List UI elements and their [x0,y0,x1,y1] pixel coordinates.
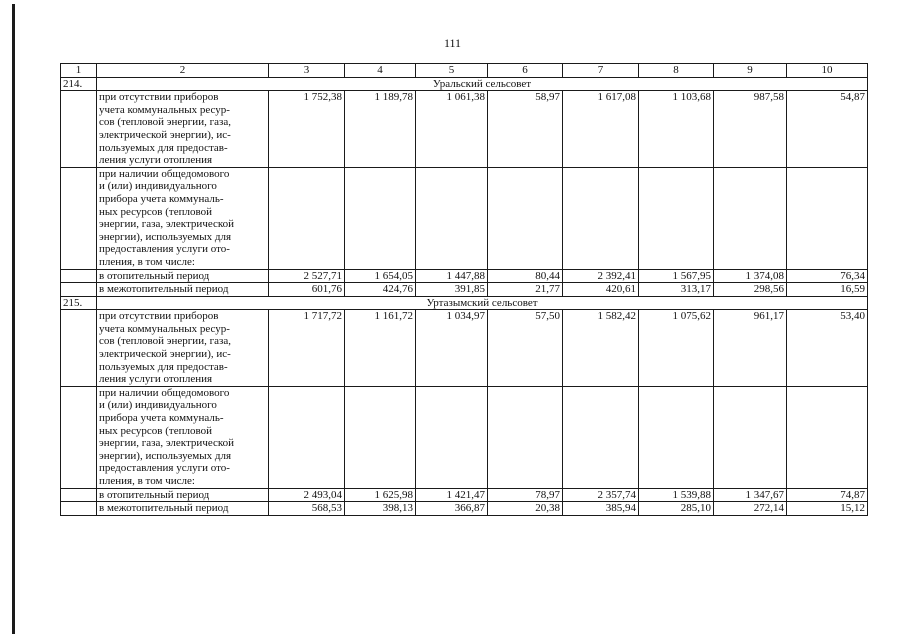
column-number: 1 [61,64,97,78]
table-row [61,91,868,168]
tariff-table [60,63,868,516]
description-line: учета коммунальных ресур- [99,322,230,335]
empty-index-cell [61,310,97,387]
table-row [61,386,868,488]
description-line: предоставления услуги ото- [99,462,230,475]
description-line: прибора учета коммуналь- [99,192,224,205]
value-cell: 568,53 [269,502,345,516]
table-row [61,269,868,283]
column-number: 3 [269,64,345,78]
description-line: при отсутствии приборов [99,310,219,323]
description-line: электрической энергии), ис- [99,128,231,141]
empty-index-cell [61,91,97,168]
section-index: 215. [61,296,97,310]
value-cell: 398,13 [345,502,416,516]
description-line: ления услуги отопления [99,373,213,386]
description-line: прибора учета коммуналь- [99,412,224,425]
description-line: при отсутствии приборов [99,91,219,104]
value-cell: 58,97 [488,91,563,168]
empty-value-cell [639,167,714,269]
column-number: 6 [488,64,563,78]
value-cell: 15,12 [787,502,868,516]
empty-index-cell [61,488,97,502]
description-line: учета коммунальных ресур- [99,103,230,116]
value-cell: 385,94 [563,502,639,516]
description-line: и (или) индивидуального [99,180,217,193]
page-number: 111 [443,36,462,50]
description-line: энергии, газа, электрической [99,437,235,450]
value-cell: 1 103,68 [639,91,714,168]
empty-index-cell [61,386,97,488]
value-cell: 1 189,78 [345,91,416,168]
row-description [97,310,269,387]
value-cell: 74,87 [787,488,868,502]
empty-value-cell [563,167,639,269]
value-cell: 76,34 [787,269,868,283]
value-cell: 1 161,72 [345,310,416,387]
value-cell: 987,58 [714,91,787,168]
value-cell: 1 347,67 [714,488,787,502]
value-cell: 1 752,38 [269,91,345,168]
value-cell: 16,59 [787,283,868,297]
section-title: Уральский сельсовет [97,77,868,91]
table-row [61,310,868,387]
value-cell: 1 717,72 [269,310,345,387]
value-cell: 298,56 [714,283,787,297]
section-title: Уртазымский сельсовет [97,296,868,310]
description-line: пользуемых для предостав- [99,360,228,373]
description-line: и (или) индивидуального [99,399,217,412]
column-number: 2 [97,64,269,78]
value-cell: 2 357,74 [563,488,639,502]
column-number: 8 [639,64,714,78]
value-cell: 80,44 [488,269,563,283]
column-number: 5 [416,64,488,78]
empty-value-cell [787,167,868,269]
empty-value-cell [416,386,488,488]
empty-index-cell [61,269,97,283]
description-line: при наличии общедомового [99,167,230,180]
value-cell: 78,97 [488,488,563,502]
description-line: предоставления услуги ото- [99,243,230,256]
value-cell: 1 539,88 [639,488,714,502]
value-cell: 391,85 [416,283,488,297]
value-cell: 1 654,05 [345,269,416,283]
section-header-row [61,77,868,91]
section-header-row [61,296,868,310]
value-cell: 601,76 [269,283,345,297]
description-line: энергии), используемых для [99,230,232,243]
column-number: 9 [714,64,787,78]
period-label: в межотопительный период [97,502,269,516]
description-line: сов (тепловой энергии, газа, [99,335,231,348]
value-cell: 54,87 [787,91,868,168]
description-line: пользуемых для предостав- [99,141,228,154]
row-description [97,91,269,168]
value-cell: 961,17 [714,310,787,387]
empty-value-cell [345,167,416,269]
value-cell: 424,76 [345,283,416,297]
description-line: энергии, газа, электрической [99,218,235,231]
empty-value-cell [269,167,345,269]
empty-value-cell [563,386,639,488]
empty-value-cell [488,386,563,488]
description-line: электрической энергии), ис- [99,348,231,361]
empty-index-cell [61,167,97,269]
description-line: пления, в том числе: [99,255,195,268]
table-row [61,283,868,297]
description-line: при наличии общедомового [99,386,230,399]
row-description [97,167,269,269]
value-cell: 57,50 [488,310,563,387]
empty-value-cell [416,167,488,269]
empty-value-cell [488,167,563,269]
value-cell: 1 567,95 [639,269,714,283]
description-line: ления услуги отопления [99,154,213,167]
value-cell: 2 527,71 [269,269,345,283]
value-cell: 1 582,42 [563,310,639,387]
value-cell: 2 493,04 [269,488,345,502]
value-cell: 1 075,62 [639,310,714,387]
value-cell: 21,77 [488,283,563,297]
period-label: в отопительный период [97,488,269,502]
column-number: 10 [787,64,868,78]
value-cell: 1 447,88 [416,269,488,283]
value-cell: 272,14 [714,502,787,516]
value-cell: 1 034,97 [416,310,488,387]
value-cell: 1 374,08 [714,269,787,283]
value-cell: 1 617,08 [563,91,639,168]
value-cell: 1 061,38 [416,91,488,168]
page-edge-line [12,4,15,634]
table-row [61,502,868,516]
table-row [61,167,868,269]
empty-value-cell [787,386,868,488]
empty-value-cell [269,386,345,488]
value-cell: 313,17 [639,283,714,297]
value-cell: 1 421,47 [416,488,488,502]
description-line: ных ресурсов (тепловой [99,424,212,437]
row-description [97,386,269,488]
period-label: в отопительный период [97,269,269,283]
table-body [61,64,868,516]
column-number: 4 [345,64,416,78]
value-cell: 420,61 [563,283,639,297]
column-number-row [61,64,868,78]
table-row [61,488,868,502]
value-cell: 53,40 [787,310,868,387]
value-cell: 285,10 [639,502,714,516]
empty-index-cell [61,502,97,516]
column-number: 7 [563,64,639,78]
empty-value-cell [639,386,714,488]
value-cell: 20,38 [488,502,563,516]
description-line: сов (тепловой энергии, газа, [99,116,231,129]
empty-value-cell [345,386,416,488]
empty-value-cell [714,167,787,269]
period-label: в межотопительный период [97,283,269,297]
value-cell: 366,87 [416,502,488,516]
empty-value-cell [714,386,787,488]
empty-index-cell [61,283,97,297]
value-cell: 1 625,98 [345,488,416,502]
section-index: 214. [61,77,97,91]
description-line: энергии), используемых для [99,449,232,462]
description-line: ных ресурсов (тепловой [99,205,212,218]
value-cell: 2 392,41 [563,269,639,283]
description-line: пления, в том числе: [99,475,195,487]
